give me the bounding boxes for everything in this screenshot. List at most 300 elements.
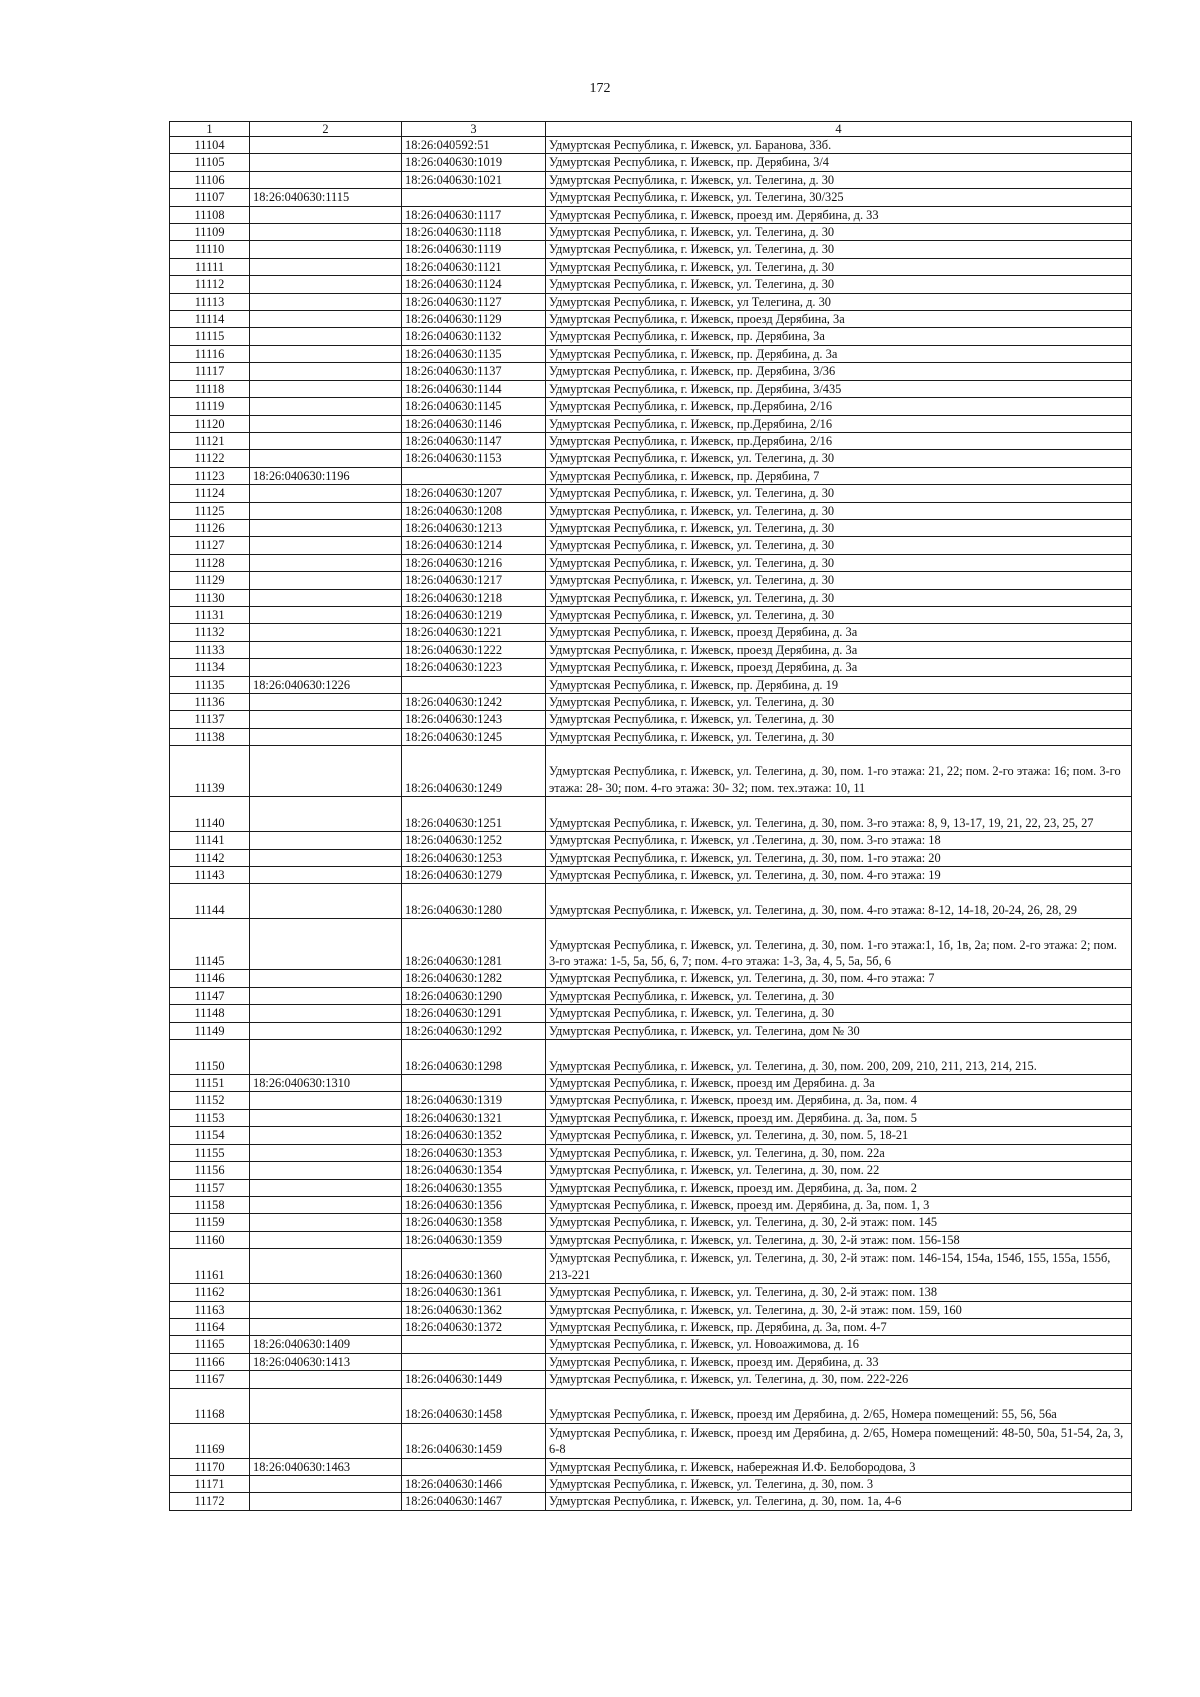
cadastral-number-cell (250, 1475, 402, 1492)
cadastral-number-cell (250, 154, 402, 171)
row-number-cell: 11110 (170, 241, 250, 258)
object-cadastral-number-cell: 18:26:040630:1353 (402, 1144, 546, 1161)
cadastral-number-cell (250, 537, 402, 554)
table-row (170, 1353, 1132, 1370)
cadastral-number-cell (250, 328, 402, 345)
row-number-cell: 11133 (170, 641, 250, 658)
row-number-cell: 11159 (170, 1214, 250, 1231)
address-cell: Удмуртская Республика, г. Ижевск, ул. Телегина, д. 30, 2-й этаж: пом. 146-154, 154а, 154б, 155, 155а, 155б, 213-221 (546, 1249, 1132, 1284)
object-cadastral-number-cell: 18:26:040630:1356 (402, 1196, 546, 1213)
header-col-1: 1 (170, 122, 250, 137)
object-cadastral-number-cell: 18:26:040630:1019 (402, 154, 546, 171)
cadastral-number-cell (250, 485, 402, 502)
cadastral-number-cell (250, 919, 402, 970)
address-cell: Удмуртская Республика, г. Ижевск, ул. Телегина, д. 30 (546, 572, 1132, 589)
row-number-cell: 11164 (170, 1318, 250, 1335)
cadastral-number-cell (250, 1388, 402, 1423)
address-cell: Удмуртская Республика, г. Ижевск, ул. Телегина, д. 30 (546, 502, 1132, 519)
row-number-cell: 11144 (170, 884, 250, 919)
table-row (170, 1092, 1132, 1109)
object-cadastral-number-cell: 18:26:040630:1458 (402, 1388, 546, 1423)
object-cadastral-number-cell: 18:26:040630:1117 (402, 206, 546, 223)
cadastral-number-cell (250, 659, 402, 676)
table-row (170, 1371, 1132, 1388)
address-cell: Удмуртская Республика, г. Ижевск, ул. Телегина, д. 30 (546, 485, 1132, 502)
table-row (170, 432, 1132, 449)
object-cadastral-number-cell: 18:26:040630:1223 (402, 659, 546, 676)
object-cadastral-number-cell: 18:26:040630:1358 (402, 1214, 546, 1231)
address-cell: Удмуртская Республика, г. Ижевск, ул. Телегина, д. 30, пом. 4-го этажа: 8-12, 14-18, 20-24, 26, 28, 29 (546, 884, 1132, 919)
cadastral-number-cell (250, 1318, 402, 1335)
table-row (170, 467, 1132, 484)
table-row (170, 1388, 1132, 1423)
object-cadastral-number-cell: 18:26:040630:1214 (402, 537, 546, 554)
object-cadastral-number-cell: 18:26:040630:1144 (402, 380, 546, 397)
row-number-cell: 11117 (170, 363, 250, 380)
table-row (170, 171, 1132, 188)
address-cell: Удмуртская Республика, г. Ижевск, пр.Дерябина, 2/16 (546, 398, 1132, 415)
object-cadastral-number-cell: 18:26:040630:1222 (402, 641, 546, 658)
cadastral-number-cell (250, 519, 402, 536)
cadastral-number-cell (250, 1196, 402, 1213)
object-cadastral-number-cell: 18:26:040630:1135 (402, 345, 546, 362)
address-cell: Удмуртская Республика, г. Ижевск, проезд им. Дерябина, д. 3а, пом. 1, 3 (546, 1196, 1132, 1213)
row-number-cell: 11111 (170, 258, 250, 275)
table-row (170, 1249, 1132, 1284)
address-cell: Удмуртская Республика, г. Ижевск, проезд Дерябина, д. 3а (546, 641, 1132, 658)
table-row (170, 1022, 1132, 1039)
table-row (170, 502, 1132, 519)
address-cell: Удмуртская Республика, г. Ижевск, проезд им Дерябина. д. 3а (546, 1075, 1132, 1092)
object-cadastral-number-cell: 18:26:040630:1298 (402, 1040, 546, 1075)
object-cadastral-number-cell (402, 676, 546, 693)
cadastral-number-cell: 18:26:040630:1413 (250, 1353, 402, 1370)
table-row (170, 919, 1132, 970)
object-cadastral-number-cell: 18:26:040630:1319 (402, 1092, 546, 1109)
address-cell: Удмуртская Республика, г. Ижевск, пр. Дерябина, д. 3а (546, 345, 1132, 362)
header-col-3: 3 (402, 122, 546, 137)
object-cadastral-number-cell: 18:26:040630:1021 (402, 171, 546, 188)
address-cell: Удмуртская Республика, г. Ижевск, ул. Телегина, д. 30 (546, 728, 1132, 745)
object-cadastral-number-cell: 18:26:040630:1245 (402, 728, 546, 745)
cadastral-number-cell (250, 206, 402, 223)
cadastral-number-cell (250, 276, 402, 293)
row-number-cell: 11148 (170, 1005, 250, 1022)
row-number-cell: 11140 (170, 797, 250, 832)
row-number-cell: 11156 (170, 1162, 250, 1179)
object-cadastral-number-cell: 18:26:040630:1132 (402, 328, 546, 345)
object-cadastral-number-cell: 18:26:040630:1321 (402, 1109, 546, 1126)
header-col-2: 2 (250, 122, 402, 137)
row-number-cell: 11170 (170, 1458, 250, 1475)
table-row (170, 641, 1132, 658)
table-row (170, 450, 1132, 467)
row-number-cell: 11124 (170, 485, 250, 502)
address-cell: Удмуртская Республика, г. Ижевск, проезд им Дерябина, д. 2/65, Номера помещений: 55, 56, 56а (546, 1388, 1132, 1423)
cadastral-number-cell (250, 1162, 402, 1179)
cadastral-number-cell (250, 746, 402, 797)
object-cadastral-number-cell (402, 1353, 546, 1370)
object-cadastral-number-cell: 18:26:040630:1449 (402, 1371, 546, 1388)
row-number-cell: 11137 (170, 711, 250, 728)
address-cell: Удмуртская Республика, г. Ижевск, ул. Телегина, д. 30 (546, 258, 1132, 275)
cadastral-number-cell (250, 797, 402, 832)
object-cadastral-number-cell: 18:26:040630:1467 (402, 1493, 546, 1510)
address-cell: Удмуртская Республика, г. Ижевск, пр. Дерябина, 7 (546, 467, 1132, 484)
address-cell: Удмуртская Республика, г. Ижевск, пр. Дерябина, 3/36 (546, 363, 1132, 380)
cadastral-number-cell: 18:26:040630:1115 (250, 189, 402, 206)
cadastral-number-cell (250, 1144, 402, 1161)
table-row (170, 572, 1132, 589)
address-cell: Удмуртская Республика, г. Ижевск, проезд Дерябина, 3а (546, 311, 1132, 328)
object-cadastral-number-cell: 18:26:040630:1362 (402, 1301, 546, 1318)
object-cadastral-number-cell: 18:26:040630:1216 (402, 554, 546, 571)
row-number-cell: 11128 (170, 554, 250, 571)
table-row (170, 154, 1132, 171)
object-cadastral-number-cell: 18:26:040630:1146 (402, 415, 546, 432)
address-cell: Удмуртская Республика, г. Ижевск, ул. Телегина, д. 30, пом. 5, 18-21 (546, 1127, 1132, 1144)
object-cadastral-number-cell (402, 189, 546, 206)
address-cell: Удмуртская Республика, г. Ижевск, ул. Телегина, д. 30 (546, 171, 1132, 188)
row-number-cell: 11105 (170, 154, 250, 171)
address-cell: Удмуртская Республика, г. Ижевск, ул. Телегина, д. 30 (546, 606, 1132, 623)
address-cell: Удмуртская Республика, г. Ижевск, ул. Телегина, д. 30 (546, 1005, 1132, 1022)
table-row (170, 728, 1132, 745)
cadastral-number-cell (250, 502, 402, 519)
row-number-cell: 11138 (170, 728, 250, 745)
row-number-cell: 11143 (170, 867, 250, 884)
object-cadastral-number-cell: 18:26:040630:1221 (402, 624, 546, 641)
row-number-cell: 11115 (170, 328, 250, 345)
address-cell: Удмуртская Республика, г. Ижевск, пр. Дерябина, д. 3а, пом. 4-7 (546, 1318, 1132, 1335)
address-cell: Удмуртская Республика, г. Ижевск, ул. Телегина, д. 30, пом. 1-го этажа: 21, 22; пом. 2-го этажа: 16; пом. 3-го этажа: 28- 30; пом. 4-го этажа: 30- 32; пом. тех.этажа: 10, 11 (546, 746, 1132, 797)
object-cadastral-number-cell: 18:26:040630:1251 (402, 797, 546, 832)
address-cell: Удмуртская Республика, г. Ижевск, ул. Телегина, д. 30 (546, 450, 1132, 467)
table-row (170, 1075, 1132, 1092)
table-row (170, 1127, 1132, 1144)
row-number-cell: 11145 (170, 919, 250, 970)
table-row (170, 137, 1132, 154)
row-number-cell: 11125 (170, 502, 250, 519)
object-cadastral-number-cell: 18:26:040630:1153 (402, 450, 546, 467)
address-cell: Удмуртская Республика, г. Ижевск, проезд им. Дерябина, д. 33 (546, 206, 1132, 223)
row-number-cell: 11162 (170, 1284, 250, 1301)
object-cadastral-number-cell: 18:26:040630:1119 (402, 241, 546, 258)
address-cell: Удмуртская Республика, г. Ижевск, ул. Телегина, д. 30, пом. 1-го этажа:1, 1б, 1в, 2а; пом. 2-го этажа: 2; пом. 3-го этажа: 1-5, 5а, 5б, 6, 7; пом. 4-го этажа: 1-3, 3а, 4, 5, 5а, 5б, 6 (546, 919, 1132, 970)
table-row (170, 832, 1132, 849)
table-row (170, 380, 1132, 397)
object-cadastral-number-cell: 18:26:040630:1207 (402, 485, 546, 502)
cadastral-number-cell (250, 1179, 402, 1196)
object-cadastral-number-cell: 18:26:040630:1218 (402, 589, 546, 606)
table-row (170, 1336, 1132, 1353)
table-row (170, 606, 1132, 623)
cadastral-number-cell (250, 363, 402, 380)
object-cadastral-number-cell: 18:26:040630:1145 (402, 398, 546, 415)
table-row (170, 867, 1132, 884)
object-cadastral-number-cell (402, 467, 546, 484)
address-cell: Удмуртская Республика, г. Ижевск, пр. Дерябина, 3/4 (546, 154, 1132, 171)
row-number-cell: 11106 (170, 171, 250, 188)
row-number-cell: 11109 (170, 224, 250, 241)
header-row (170, 122, 1132, 137)
row-number-cell: 11114 (170, 311, 250, 328)
page-number: 172 (589, 81, 611, 96)
object-cadastral-number-cell: 18:26:040592:51 (402, 137, 546, 154)
address-cell: Удмуртская Республика, г. Ижевск, набережная И.Ф. Белобородова, 3 (546, 1458, 1132, 1475)
cadastral-number-cell (250, 1493, 402, 1510)
object-cadastral-number-cell: 18:26:040630:1354 (402, 1162, 546, 1179)
cadastral-number-cell (250, 1005, 402, 1022)
table-row (170, 1458, 1132, 1475)
address-cell: Удмуртская Республика, г. Ижевск, ул. Телегина, д. 30, пом. 3-го этажа: 8, 9, 13-17, 19, 21, 22, 23, 25, 27 (546, 797, 1132, 832)
row-number-cell: 11142 (170, 849, 250, 866)
object-cadastral-number-cell: 18:26:040630:1217 (402, 572, 546, 589)
address-cell: Удмуртская Республика, г. Ижевск, ул. Телегина, д. 30 (546, 711, 1132, 728)
cadastral-number-cell (250, 415, 402, 432)
row-number-cell: 11169 (170, 1423, 250, 1458)
object-cadastral-number-cell: 18:26:040630:1137 (402, 363, 546, 380)
row-number-cell: 11104 (170, 137, 250, 154)
row-number-cell: 11151 (170, 1075, 250, 1092)
cadastral-number-cell: 18:26:040630:1196 (250, 467, 402, 484)
object-cadastral-number-cell: 18:26:040630:1124 (402, 276, 546, 293)
cadastral-number-cell (250, 432, 402, 449)
address-cell: Удмуртская Республика, г. Ижевск, проезд им. Дерябина, д. 33 (546, 1353, 1132, 1370)
cadastral-number-cell (250, 1284, 402, 1301)
table-row (170, 1144, 1132, 1161)
cadastral-number-cell (250, 849, 402, 866)
address-cell: Удмуртская Республика, г. Ижевск, пр. Дерябина, д. 19 (546, 676, 1132, 693)
object-cadastral-number-cell: 18:26:040630:1359 (402, 1231, 546, 1248)
row-number-cell: 11107 (170, 189, 250, 206)
row-number-cell: 11120 (170, 415, 250, 432)
cadastral-number-cell: 18:26:040630:1463 (250, 1458, 402, 1475)
row-number-cell: 11113 (170, 293, 250, 310)
row-number-cell: 11129 (170, 572, 250, 589)
address-cell: Удмуртская Республика, г. Ижевск, ул. Телегина, д. 30 (546, 987, 1132, 1004)
cadastral-number-cell (250, 1371, 402, 1388)
table-row (170, 746, 1132, 797)
row-number-cell: 11112 (170, 276, 250, 293)
object-cadastral-number-cell: 18:26:040630:1243 (402, 711, 546, 728)
table-row (170, 485, 1132, 502)
row-number-cell: 11130 (170, 589, 250, 606)
table-row (170, 1005, 1132, 1022)
object-cadastral-number-cell: 18:26:040630:1147 (402, 432, 546, 449)
object-cadastral-number-cell: 18:26:040630:1291 (402, 1005, 546, 1022)
object-cadastral-number-cell: 18:26:040630:1280 (402, 884, 546, 919)
address-cell: Удмуртская Республика, г. Ижевск, ул. Телегина, д. 30 (546, 589, 1132, 606)
table-row (170, 624, 1132, 641)
table-row (170, 537, 1132, 554)
row-number-cell: 11172 (170, 1493, 250, 1510)
address-cell: Удмуртская Республика, г. Ижевск, ул. Телегина, д. 30, 2-й этаж: пом. 145 (546, 1214, 1132, 1231)
table-row (170, 189, 1132, 206)
address-cell: Удмуртская Республика, г. Ижевск, ул. Телегина, д. 30, 2-й этаж: пом. 138 (546, 1284, 1132, 1301)
table-row (170, 1423, 1132, 1458)
row-number-cell: 11134 (170, 659, 250, 676)
object-cadastral-number-cell: 18:26:040630:1213 (402, 519, 546, 536)
table-row (170, 258, 1132, 275)
table-row (170, 797, 1132, 832)
object-cadastral-number-cell: 18:26:040630:1118 (402, 224, 546, 241)
row-number-cell: 11136 (170, 694, 250, 711)
table-row (170, 1318, 1132, 1335)
object-cadastral-number-cell: 18:26:040630:1127 (402, 293, 546, 310)
object-cadastral-number-cell: 18:26:040630:1219 (402, 606, 546, 623)
table-row (170, 241, 1132, 258)
row-number-cell: 11160 (170, 1231, 250, 1248)
table-row (170, 1301, 1132, 1318)
row-number-cell: 11119 (170, 398, 250, 415)
row-number-cell: 11135 (170, 676, 250, 693)
cadastral-number-cell: 18:26:040630:1409 (250, 1336, 402, 1353)
table-row (170, 345, 1132, 362)
row-number-cell: 11158 (170, 1196, 250, 1213)
table-row (170, 311, 1132, 328)
cadastral-number-cell (250, 1109, 402, 1126)
table-row (170, 398, 1132, 415)
row-number-cell: 11146 (170, 970, 250, 987)
row-number-cell: 11153 (170, 1109, 250, 1126)
cadastral-number-cell (250, 711, 402, 728)
cadastral-number-cell (250, 241, 402, 258)
cadastral-number-cell: 18:26:040630:1310 (250, 1075, 402, 1092)
address-cell: Удмуртская Республика, г. Ижевск, проезд им. Дерябина. д. 3а, пом. 5 (546, 1109, 1132, 1126)
address-cell: Удмуртская Республика, г. Ижевск, ул. Телегина, д. 30, 2-й этаж: пом. 159, 160 (546, 1301, 1132, 1318)
address-cell: Удмуртская Республика, г. Ижевск, ул. Телегина, д. 30, пом. 222-226 (546, 1371, 1132, 1388)
cadastral-number-cell (250, 884, 402, 919)
header-col-4: 4 (546, 122, 1132, 137)
table-row (170, 970, 1132, 987)
cadastral-number-cell (250, 380, 402, 397)
table-row (170, 224, 1132, 241)
cadastral-number-cell (250, 987, 402, 1004)
address-cell: Удмуртская Республика, г. Ижевск, ул. Телегина, д. 30, 2-й этаж: пом. 156-158 (546, 1231, 1132, 1248)
cadastral-number-cell (250, 258, 402, 275)
table-row (170, 206, 1132, 223)
table-row (170, 1040, 1132, 1075)
object-cadastral-number-cell: 18:26:040630:1279 (402, 867, 546, 884)
table-row (170, 1493, 1132, 1510)
table-row (170, 694, 1132, 711)
cadastral-number-cell (250, 1423, 402, 1458)
row-number-cell: 11116 (170, 345, 250, 362)
object-cadastral-number-cell: 18:26:040630:1352 (402, 1127, 546, 1144)
cadastral-number-cell (250, 293, 402, 310)
row-number-cell: 11152 (170, 1092, 250, 1109)
cadastral-number-cell (250, 1214, 402, 1231)
cadastral-number-cell (250, 137, 402, 154)
cadastral-number-cell (250, 1301, 402, 1318)
row-number-cell: 11149 (170, 1022, 250, 1039)
table-row (170, 1179, 1132, 1196)
address-cell: Удмуртская Республика, г. Ижевск, ул. Телегина, д. 30 (546, 224, 1132, 241)
table-row (170, 554, 1132, 571)
object-cadastral-number-cell: 18:26:040630:1129 (402, 311, 546, 328)
cadastral-number-cell (250, 1127, 402, 1144)
object-cadastral-number-cell: 18:26:040630:1242 (402, 694, 546, 711)
address-cell: Удмуртская Республика, г. Ижевск, ул. Телегина, д. 30, пом. 22 (546, 1162, 1132, 1179)
table-row (170, 711, 1132, 728)
cadastral-number-cell (250, 572, 402, 589)
row-number-cell: 11161 (170, 1249, 250, 1284)
object-cadastral-number-cell: 18:26:040630:1360 (402, 1249, 546, 1284)
address-cell: Удмуртская Республика, г. Ижевск, пр.Дерябина, 2/16 (546, 432, 1132, 449)
table-row (170, 1162, 1132, 1179)
cadastral-number-cell (250, 641, 402, 658)
address-cell: Удмуртская Республика, г. Ижевск, ул Телегина, д. 30 (546, 293, 1132, 310)
cadastral-number-cell (250, 694, 402, 711)
address-cell: Удмуртская Республика, г. Ижевск, пр.Дерябина, 2/16 (546, 415, 1132, 432)
row-number-cell: 11123 (170, 467, 250, 484)
address-cell: Удмуртская Республика, г. Ижевск, ул. Телегина, д. 30, пом. 3 (546, 1475, 1132, 1492)
row-number-cell: 11166 (170, 1353, 250, 1370)
table-row (170, 849, 1132, 866)
cadastral-number-cell (250, 606, 402, 623)
row-number-cell: 11141 (170, 832, 250, 849)
object-cadastral-number-cell (402, 1458, 546, 1475)
object-cadastral-number-cell: 18:26:040630:1290 (402, 987, 546, 1004)
address-cell: Удмуртская Республика, г. Ижевск, ул. Телегина, д. 30, пом. 1а, 4-6 (546, 1493, 1132, 1510)
row-number-cell: 11147 (170, 987, 250, 1004)
row-number-cell: 11127 (170, 537, 250, 554)
cadastral-number-cell (250, 867, 402, 884)
row-number-cell: 11163 (170, 1301, 250, 1318)
object-cadastral-number-cell (402, 1075, 546, 1092)
cadastral-number-cell (250, 589, 402, 606)
address-cell: Удмуртская Республика, г. Ижевск, ул .Телегина, д. 30, пом. 3-го этажа: 18 (546, 832, 1132, 849)
cadastral-number-cell (250, 624, 402, 641)
object-cadastral-number-cell: 18:26:040630:1252 (402, 832, 546, 849)
row-number-cell: 11157 (170, 1179, 250, 1196)
object-cadastral-number-cell: 18:26:040630:1292 (402, 1022, 546, 1039)
object-cadastral-number-cell: 18:26:040630:1281 (402, 919, 546, 970)
object-cadastral-number-cell: 18:26:040630:1208 (402, 502, 546, 519)
cadastral-number-cell: 18:26:040630:1226 (250, 676, 402, 693)
address-cell: Удмуртская Республика, г. Ижевск, ул. Телегина, д. 30, пом. 22а (546, 1144, 1132, 1161)
row-number-cell: 11167 (170, 1371, 250, 1388)
row-number-cell: 11154 (170, 1127, 250, 1144)
table-row (170, 589, 1132, 606)
row-number-cell: 11122 (170, 450, 250, 467)
row-number-cell: 11132 (170, 624, 250, 641)
address-cell: Удмуртская Республика, г. Ижевск, ул. Телегина, д. 30 (546, 519, 1132, 536)
row-number-cell: 11155 (170, 1144, 250, 1161)
table-body (170, 137, 1132, 1511)
cadastral-number-cell (250, 1040, 402, 1075)
table-row (170, 1109, 1132, 1126)
address-cell: Удмуртская Республика, г. Ижевск, ул. Телегина, д. 30 (546, 694, 1132, 711)
row-number-cell: 11150 (170, 1040, 250, 1075)
object-cadastral-number-cell: 18:26:040630:1282 (402, 970, 546, 987)
row-number-cell: 11131 (170, 606, 250, 623)
row-number-cell: 11108 (170, 206, 250, 223)
address-cell: Удмуртская Республика, г. Ижевск, проезд им. Дерябина, д. 3а, пом. 4 (546, 1092, 1132, 1109)
cadastral-number-cell (250, 398, 402, 415)
cadastral-number-cell (250, 1092, 402, 1109)
object-cadastral-number-cell: 18:26:040630:1361 (402, 1284, 546, 1301)
row-number-cell: 11139 (170, 746, 250, 797)
address-cell: Удмуртская Республика, г. Ижевск, проезд Дерябина, д. 3а (546, 624, 1132, 641)
cadastral-number-cell (250, 345, 402, 362)
table-row (170, 1214, 1132, 1231)
table-row (170, 328, 1132, 345)
table-row (170, 1231, 1132, 1248)
address-cell: Удмуртская Республика, г. Ижевск, ул. Телегина, д. 30 (546, 241, 1132, 258)
object-cadastral-number-cell: 18:26:040630:1249 (402, 746, 546, 797)
